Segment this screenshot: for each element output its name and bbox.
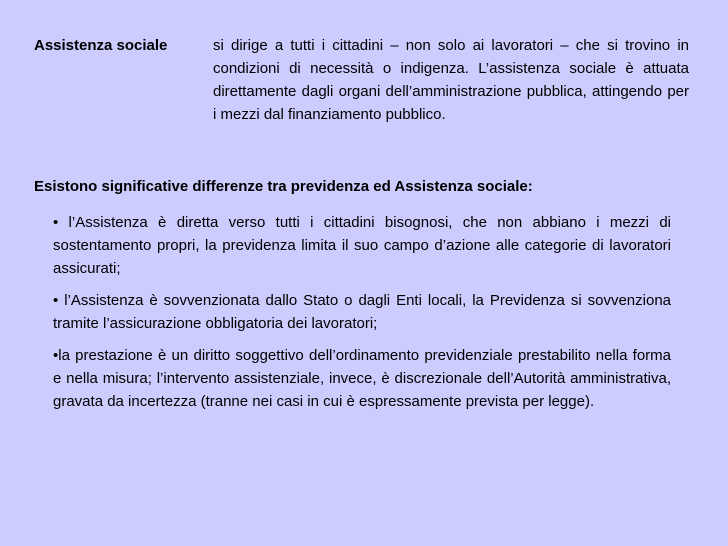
list-item (53, 344, 671, 413)
bullet-icon: • (53, 292, 59, 309)
term-definition: si dirige a tutti i cittadini – non solo ai lavoratori – che si trovino in condizioni di necessità o indigenza. L’assistenza sociale è attuata direttamente dagli organi dell’amministrazione pubblica, attingendo per i mezzi dal finanziamento pubblico. (213, 37, 689, 123)
list-item (53, 289, 671, 335)
differences-list (53, 211, 671, 422)
definition-block (34, 34, 689, 130)
differences-heading: Esistono significative differenze tra previdenza ed Assistenza sociale: (34, 178, 533, 195)
bullet-icon: • (53, 347, 59, 364)
bullet-icon: • (53, 214, 59, 231)
list-item-text: l’Assistenza è diretta verso tutti i cittadini bisognosi, che non abbiano i mezzi di sostentamento propri, la previdenza limita il suo campo d’azione alle categorie di lavoratori assicurati; (53, 214, 671, 277)
term-label: Assistenza sociale (34, 37, 168, 54)
list-item-text: l’Assistenza è sovvenzionata dallo Stato o dagli Enti locali, la Previdenza si sovvenziona tramite l’assicurazione obbligatoria dei lavoratori; (53, 292, 671, 332)
list-item-text: la prestazione è un diritto soggettivo dell’ordinamento previdenziale prestabilito nella forma e nella misura; l’intervento assistenziale, invece, è discrezionale dell’Autorità amministrativa, gravata da incertezza (tranne nei casi in cui è espressamente prevista per legge). (53, 347, 671, 410)
list-item (53, 211, 671, 280)
